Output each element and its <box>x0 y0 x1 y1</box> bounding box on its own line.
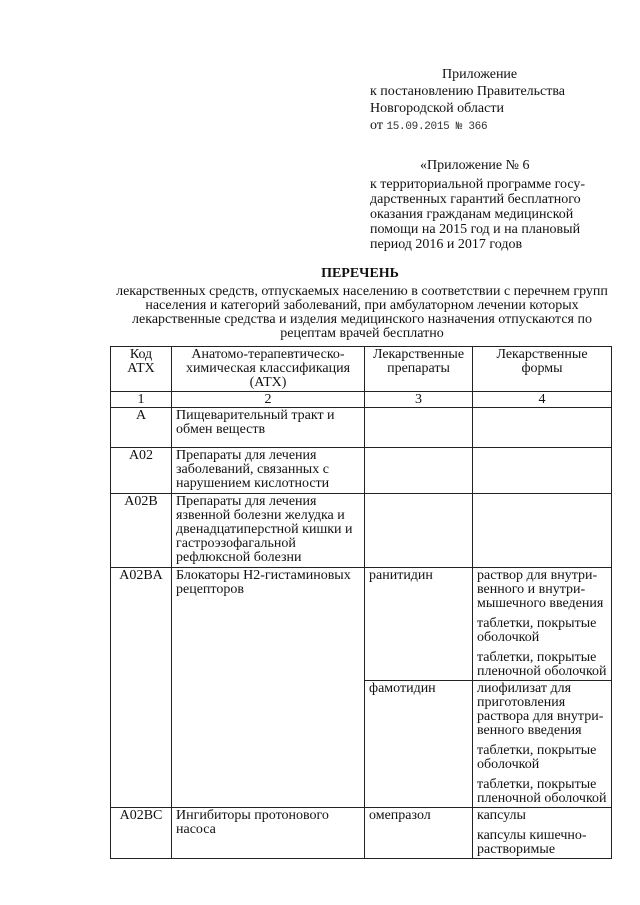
table-number-row <box>111 392 612 408</box>
appendix2-body: к территориальной программе госу-дарственных гарантий бесплатного оказания гражданам медицинской помощи на 2015 год и на плановый период 2016 и 2017 годов <box>370 177 586 252</box>
drug-form: капсулы кишечно-растворимые <box>477 828 587 857</box>
atc-code: A <box>111 408 172 448</box>
atc-class: Препараты для лечения заболеваний, связанных с нарушением кислотности <box>172 448 365 494</box>
drug-cell <box>365 494 473 568</box>
drug-form: таблетки, покрытые оболочкой <box>477 616 597 645</box>
form-cell <box>473 568 612 681</box>
form-cell <box>473 408 612 448</box>
col-number-2: 2 <box>172 392 365 408</box>
drug-form: таблетки, покрытые пленочной оболочкой <box>477 650 607 679</box>
drug-form: таблетки, покрытые оболочкой <box>477 743 597 772</box>
header-forms: Лекарственные формы <box>473 347 612 392</box>
col-number-1: 1 <box>111 392 172 408</box>
col-number-3: 3 <box>365 392 473 408</box>
header-atc-class: Анатомо-терапевтическо-химическая классификация (АТХ) <box>172 347 365 392</box>
drug-cell <box>365 448 473 494</box>
table-row <box>111 808 612 859</box>
atc-class: Препараты для лечения язвенной болезни желудка и двенадцатиперстной кишки и гастроэзофагальной рефлюксной болезни <box>172 494 365 568</box>
drug-form: лиофилизат для приготовления раствора для внутри-венного введения <box>477 681 604 738</box>
drug-form: капсулы <box>477 808 526 823</box>
header-drugs: Лекарственные препараты <box>365 347 473 392</box>
form-cell <box>473 808 612 859</box>
document-subtitle: лекарственных средств, отпускаемых населению в соответствии с перечнем групп населения и категорий заболеваний, при амбулаторном лечении которых лекарственные средства и изделия медицинского назначения отпускаются по рецептам врачей бесплатно <box>116 284 608 341</box>
date-stamp: 15.09.2015 № 366 <box>386 121 488 133</box>
appendix-resolution: к постановлению Правительства <box>370 84 566 99</box>
atc-code: A02B <box>111 494 172 568</box>
appendix-header <box>370 66 620 136</box>
drug-cell <box>365 408 473 448</box>
table-row <box>111 448 612 494</box>
drug-form: таблетки, покрытые пленочной оболочкой <box>477 777 607 806</box>
table-row <box>111 568 612 681</box>
document-title: ПЕРЕЧЕНЬ <box>321 266 399 281</box>
appendix-region: Новгородской области <box>370 101 504 116</box>
atc-code: A02BA <box>111 568 172 808</box>
table-row <box>111 408 612 448</box>
form-cell <box>473 448 612 494</box>
drug-name: омепразол <box>365 808 473 859</box>
table-row <box>111 494 612 568</box>
atc-class: Блокаторы Н2-гистаминовых рецепторов <box>172 568 365 808</box>
atc-class: Ингибиторы протонового насоса <box>172 808 365 859</box>
header-atc-code: Код АТХ <box>111 347 172 392</box>
atc-class: Пищеварительный тракт и обмен веществ <box>172 408 365 448</box>
drug-form: раствор для внутри-венного и внутри-мышечного введения <box>477 568 604 611</box>
drug-name: ранитидин <box>365 568 473 681</box>
col-number-4: 4 <box>473 392 612 408</box>
form-cell <box>473 494 612 568</box>
atc-code: A02BC <box>111 808 172 859</box>
appendix-label: Приложение <box>442 67 518 82</box>
drug-list-table <box>110 346 612 859</box>
drug-name: фамотидин <box>365 681 473 808</box>
form-cell <box>473 681 612 808</box>
atc-code: A02 <box>111 448 172 494</box>
date-prefix: от <box>370 118 383 133</box>
appendix2-header <box>370 158 620 252</box>
table-header-row <box>111 347 612 392</box>
appendix2-label: «Приложение № 6 <box>420 158 530 173</box>
appendix-date-line <box>370 117 620 136</box>
